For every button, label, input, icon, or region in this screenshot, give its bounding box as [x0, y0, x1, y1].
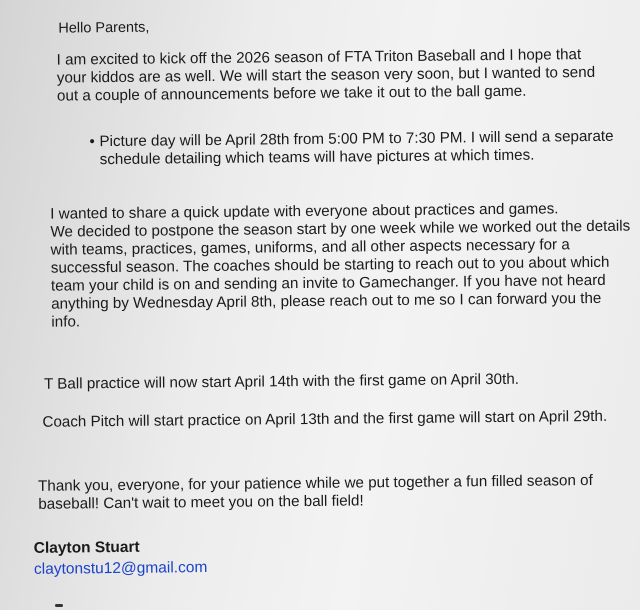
- bullet-marker: •: [89, 133, 95, 151]
- signature-email: claytonstu12@gmail.com: [33, 559, 208, 578]
- letter-body: [18, 0, 639, 610]
- update-paragraph: [50, 200, 631, 332]
- update-details: We decided to postpone the season start by one week while we worked out the details with teams, practices, games, uniforms, and all other aspects necessary for a successful season. The coaches should be starting to reach out to you about which team your child is on and sending an invite to Gamechanger. If you have not heard anything by Wednesday April 8th, please reach out to me so I can forward you the info.: [50, 217, 631, 331]
- bullet-text: Picture day will be April 28th from 5:00 PM to 7:30 PM. I will send a separate schedule detailing which teams will have pictures at which times.: [99, 127, 614, 169]
- tball-paragraph: T Ball practice will now start April 14th with the first game on April 30th.: [43, 370, 520, 393]
- page-speck: [55, 604, 63, 607]
- thanks-paragraph: Thank you, everyone, for your patience while we put together a fun filled season of baseball! Can't wait to meet you on the ball field!: [38, 472, 593, 513]
- greeting: Hello Parents,: [58, 19, 150, 37]
- update-intro: I wanted to share a quick update with everyone about practices and games.: [50, 200, 559, 223]
- coach-pitch-paragraph: Coach Pitch will start practice on April 13th and the first game will start on April 29th.: [42, 407, 608, 431]
- picture-day-bullet: [89, 128, 619, 170]
- signature-name: Clayton Stuart: [33, 538, 140, 557]
- intro-paragraph: I am excited to kick off the 2026 season of FTA Triton Baseball and I hope that your kiddos are as well. We will start the season very soon, but I wanted to send out a couple of announcements before we take it out to the ball game.: [56, 46, 596, 105]
